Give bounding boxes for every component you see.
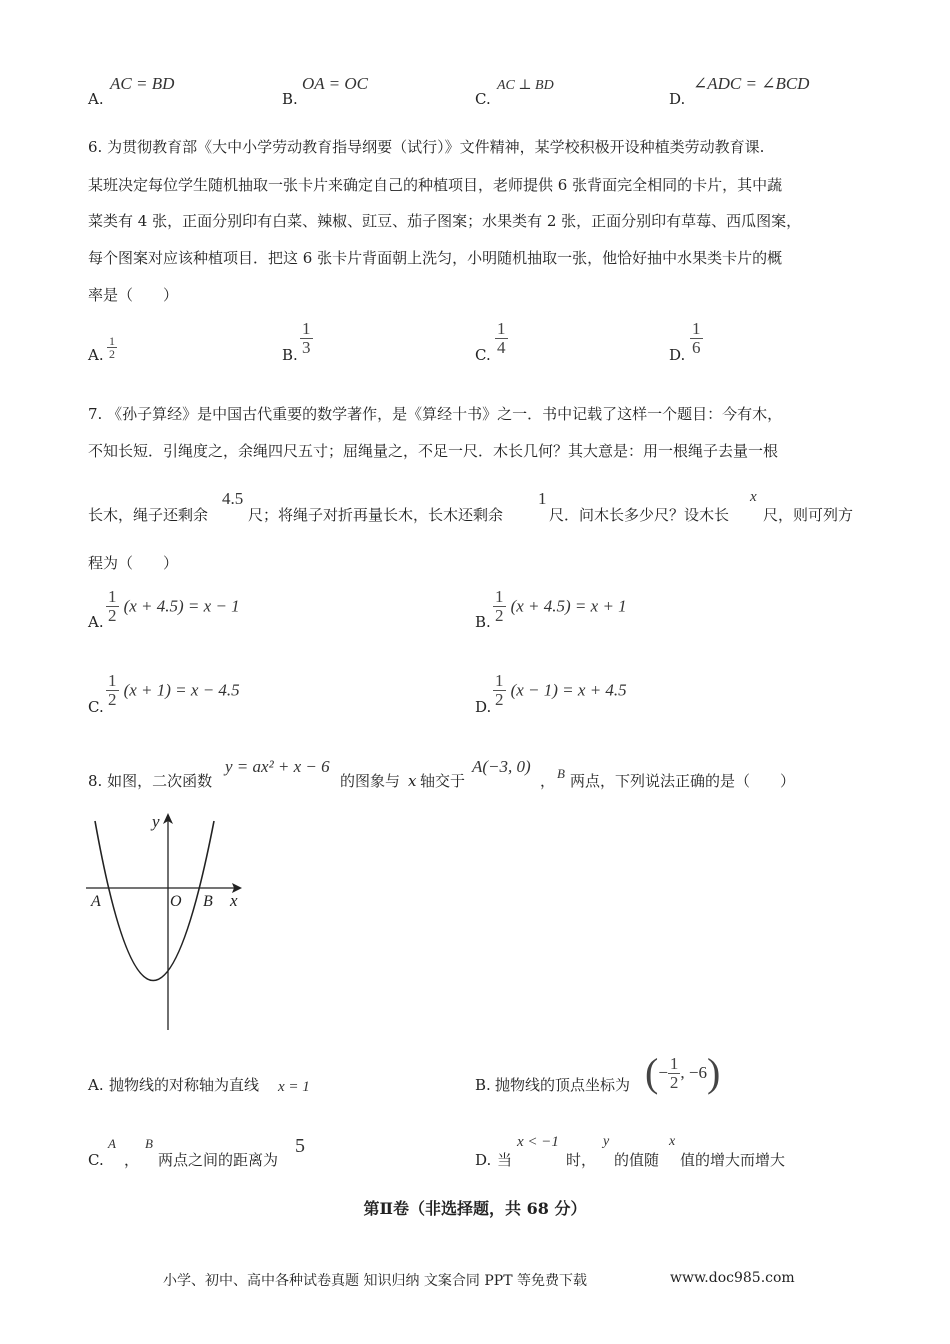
q7-option-a-formula bbox=[106, 588, 240, 625]
fraction-denominator: 4 bbox=[497, 338, 506, 357]
q6-line-5: 率是（ ） bbox=[88, 286, 179, 304]
q7-line-2: 不知长短．引绳度之，余绳四尺五寸；屈绳量之，不足一尺．木长几何？其大意是：用一根绳子去量一根 bbox=[88, 442, 779, 460]
fraction-denominator: 6 bbox=[692, 338, 701, 357]
negative-sign: − bbox=[658, 1063, 668, 1082]
q8-option-d-math-1: x < −1 bbox=[517, 1134, 559, 1150]
q5-option-a-expr: AC = BD bbox=[110, 74, 175, 93]
graph-label-b: B bbox=[203, 893, 213, 910]
q8-option-c-text: 两点之间的距离为 bbox=[158, 1151, 279, 1169]
vertex-y: , −6 bbox=[680, 1063, 708, 1082]
q7-line-4: 程为（ ） bbox=[88, 554, 179, 572]
q8-option-b-label: B. bbox=[475, 1076, 491, 1094]
q6-line-4: 每个图案对应该种植项目．把这 6 张卡片背面朝上洗匀，小明随机抽取一张，他恰好抽中水果类卡片的概 bbox=[88, 249, 783, 267]
q7-line-3-part-d: 尺，则可列方 bbox=[763, 506, 854, 524]
q6-option-d-label: D. bbox=[669, 346, 686, 364]
q6-line-2: 某班决定每位学生随机抽取一张卡片来确定自己的种植项目，老师提供 6 张背面完全相同的卡片，其中蔬 bbox=[88, 176, 783, 194]
q7-variable-x: x bbox=[750, 489, 757, 505]
q8-option-c-value: 5 bbox=[295, 1135, 305, 1157]
q8-option-a-math: x = 1 bbox=[278, 1079, 310, 1095]
q7-line-3-part-b: 尺；将绳子对折再量长木，长木还剩余 bbox=[248, 506, 504, 524]
q7-line-3-part-c: 尺．问木长多少尺？设木长 bbox=[549, 506, 730, 524]
q8-option-d-label: D. bbox=[475, 1151, 492, 1169]
footer-text: 小学、初中、高中各种试卷真题 知识归纳 文案合同 PPT 等免费下载 bbox=[163, 1273, 587, 1289]
q8-function-expression: y = ax² + x − 6 bbox=[225, 757, 330, 776]
q5-option-c-expr: AC ⊥ BD bbox=[497, 78, 554, 93]
q8-option-a-text: 抛物线的对称轴为直线 bbox=[109, 1076, 260, 1094]
q8-option-b-vertex bbox=[645, 1050, 721, 1095]
fraction-denominator: 3 bbox=[302, 338, 311, 357]
fraction-numerator: 1 bbox=[108, 671, 117, 690]
equation-body: (x + 4.5) = x + 1 bbox=[510, 596, 627, 616]
q5-option-b-label: B. bbox=[282, 90, 298, 108]
fraction-denominator: 2 bbox=[495, 606, 504, 625]
graph-label-x: x bbox=[230, 891, 238, 910]
q6-line-3: 菜类有 4 张，正面分别印有白菜、辣椒、豇豆、茄子图案；水果类有 2 张，正面分别印有草莓、西瓜图案， bbox=[88, 212, 802, 230]
q5-option-c-label: C. bbox=[475, 90, 491, 108]
q7-line-3-part-a: 长木，绳子还剩余 bbox=[88, 506, 209, 524]
q5-option-b-expr: OA = OC bbox=[302, 74, 368, 93]
q7-option-b-label: B. bbox=[475, 613, 491, 631]
fraction-numerator: 1 bbox=[495, 671, 504, 690]
fraction-denominator: 2 bbox=[669, 1072, 679, 1092]
parabola-curve bbox=[95, 821, 214, 981]
q8-option-c-point-b: B bbox=[145, 1136, 153, 1151]
q6-option-c-label: C. bbox=[475, 346, 491, 364]
q5-option-a-label: A. bbox=[88, 90, 104, 108]
q8-option-a-label: A. bbox=[88, 1076, 104, 1094]
q5-option-d-label: D. bbox=[669, 90, 686, 108]
graph-label-a: A bbox=[91, 893, 101, 910]
q8-option-d-text-3: 的值随 bbox=[614, 1151, 660, 1169]
q8-option-d-text-2: 时， bbox=[566, 1151, 597, 1169]
section-heading: 第Ⅱ卷（非选择题，共 68 分） bbox=[363, 1199, 587, 1218]
q7-wood-remaining-value: 1 bbox=[538, 489, 547, 508]
fraction-numerator: 1 bbox=[108, 587, 117, 606]
q8-option-d-text-1: 当 bbox=[497, 1151, 513, 1169]
fraction-numerator: 1 bbox=[692, 319, 701, 338]
q8-stem-mid: 的图象与 bbox=[340, 772, 401, 790]
q8-option-c-point-a: A bbox=[108, 1136, 116, 1151]
q8-stem-prefix: 8. 如图，二次函数 bbox=[88, 772, 213, 790]
q6-option-a-label: A. bbox=[88, 346, 104, 364]
q8-option-c-label: C. bbox=[88, 1151, 104, 1169]
right-paren-icon: ) bbox=[707, 1050, 721, 1095]
fraction-denominator: 2 bbox=[108, 606, 117, 625]
q7-option-a-label: A. bbox=[88, 613, 104, 631]
fraction-denominator: 2 bbox=[109, 347, 115, 361]
q7-option-d-formula bbox=[493, 672, 627, 709]
equation-body: (x + 4.5) = x − 1 bbox=[123, 596, 240, 616]
q8-point-b: B bbox=[557, 766, 565, 781]
graph-label-y: y bbox=[152, 812, 160, 831]
q8-stem-suffix: 两点，下列说法正确的是（ ） bbox=[570, 772, 796, 790]
q7-option-b-formula bbox=[493, 588, 627, 625]
fraction-denominator: 2 bbox=[108, 690, 117, 709]
q7-option-c-formula bbox=[106, 672, 240, 709]
q8-stem-mid2: 轴交于 bbox=[420, 772, 466, 790]
q6-option-c-fraction bbox=[495, 320, 508, 357]
q8-option-d-text-4: 值的增大而增大 bbox=[680, 1151, 786, 1169]
parabola-graph bbox=[82, 808, 252, 1038]
q6-line-1: 6. 为贯彻教育部《大中小学劳动教育指导纲要（试行）》文件精神，某学校积极开设种植类劳动教育课. bbox=[88, 138, 765, 156]
q7-option-c-label: C. bbox=[88, 698, 104, 716]
graph-label-o: O bbox=[170, 893, 182, 910]
q8-option-c-sep: ， bbox=[124, 1151, 140, 1169]
q6-option-d-fraction bbox=[690, 320, 703, 357]
q6-option-b-label: B. bbox=[282, 346, 298, 364]
fraction-denominator: 2 bbox=[495, 690, 504, 709]
q7-option-d-label: D. bbox=[475, 698, 492, 716]
equation-body: (x − 1) = x + 4.5 bbox=[510, 680, 627, 700]
q6-option-b-fraction bbox=[300, 320, 313, 357]
footer-url[interactable]: www.doc985.com bbox=[670, 1270, 795, 1286]
q8-option-d-math-2: y bbox=[603, 1134, 610, 1149]
fraction-numerator: 1 bbox=[495, 587, 504, 606]
fraction-numerator: 1 bbox=[497, 319, 506, 338]
q7-rope-remaining-value: 4.5 bbox=[222, 489, 244, 508]
left-paren-icon: ( bbox=[645, 1050, 659, 1095]
equation-body: (x + 1) = x − 4.5 bbox=[123, 680, 240, 700]
q7-line-1: 7. 《孙子算经》是中国古代重要的数学著作，是《算经十书》之一．书中记载了这样一个题目：今有木， bbox=[88, 405, 783, 423]
q8-point-a: A(−3, 0) bbox=[472, 757, 531, 776]
fraction-numerator: 1 bbox=[669, 1053, 679, 1073]
fraction-numerator: 1 bbox=[109, 334, 115, 348]
q5-option-d-expr: ∠ADC = ∠BCD bbox=[693, 74, 810, 93]
q8-option-b-text: 抛物线的顶点坐标为 bbox=[495, 1076, 631, 1094]
q8-option-d-math-3: x bbox=[669, 1134, 676, 1149]
q6-option-a-fraction bbox=[107, 335, 117, 360]
q8-x-variable: x bbox=[408, 772, 417, 790]
q8-comma: ， bbox=[540, 772, 556, 790]
fraction-numerator: 1 bbox=[302, 319, 311, 338]
